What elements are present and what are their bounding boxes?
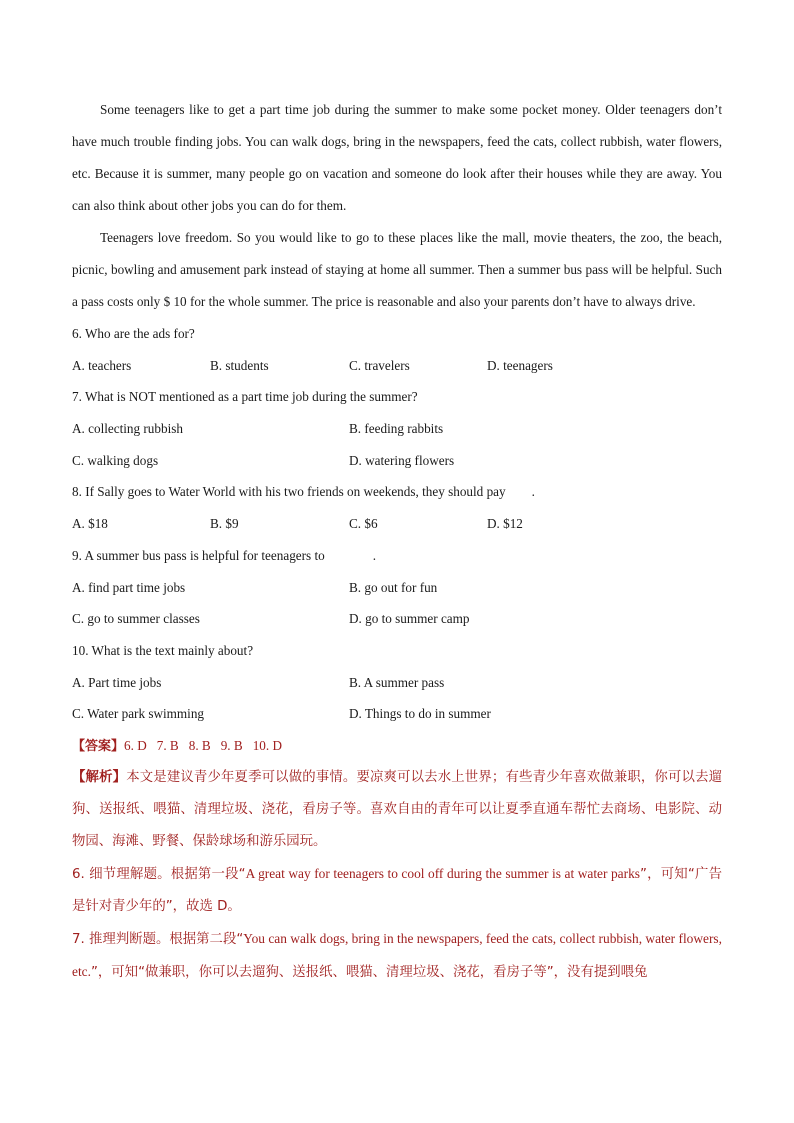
explanation-6-post: ”，可知“广告是针对青少年的”，故选 D。 — [72, 866, 722, 914]
answer-item: 9. B — [220, 737, 243, 753]
question-8-text: 8. If Sally goes to Water World with his two friends on weekends, they should pay — [72, 484, 506, 500]
question-9-options-row-2 — [72, 603, 722, 635]
question-6-stem: 6. Who are the ads for? — [72, 326, 195, 341]
passage-paragraph-1: Some teenagers like to get a part time job during the summer to make some pocket money. Older teenagers don’t have much trouble finding jobs. You can walk dogs, bring in the newspapers, feed the cats, collect rubbish, water flowers, etc. Because it is summer, many people go on vacation and someone do look after their houses while they are away. You can also think about other jobs you can do for them. — [72, 102, 722, 213]
passage-paragraph-2: Teenagers love freedom. So you would like to go to these places like the mall, movie theaters, the zoo, the beach, picnic, bowling and amusement park instead of staying at home all summer. Then a summer bus pass will be helpful. Such a pass costs only $ 10 for the whole summer. The price is reasonable and also your parents don’t have to always drive. — [72, 230, 722, 309]
question-9-option-a: A. find part time jobs — [72, 579, 186, 595]
question-8-option-d: D. $12 — [487, 516, 523, 532]
answer-item: 7. B — [156, 737, 179, 753]
explanation-6 — [72, 858, 722, 923]
content-area — [72, 94, 722, 989]
question-6-option-c: C. travelers — [349, 357, 410, 373]
question-7-options-row-2 — [72, 445, 722, 477]
question-10-stem: 10. What is the text mainly about? — [72, 642, 254, 658]
question-8-options — [72, 508, 722, 540]
explanation-7-post: ”，可知“做兼职，你可以去遛狗、送报纸、喂猫、清理垃圾、浇花，看房子等”，没有提到喂兔 — [90, 964, 648, 980]
question-9-stem — [72, 540, 722, 572]
question-6-option-d: D. teenagers — [487, 357, 553, 373]
question-10-option-c: C. Water park swimming — [72, 706, 205, 722]
explanation-7-quote: You can walk dogs, bring in the newspapers, feed the cats, collect rubbish, water flowers, etc. — [72, 930, 722, 979]
question-9-option-b: B. go out for fun — [349, 579, 438, 595]
analysis-text: 本文是建议青少年夏季可以做的事情。要凉爽可以去水上世界；有些青少年喜欢做兼职，你可以去遛狗、送报纸、喂猫、清理垃圾、浇花，看房子等。喜欢自由的青年可以让夏季直通车帮忙去商场、电影院、动物园、海滩、野餐、保龄球场和游乐园玩。 — [72, 769, 723, 849]
question-7-option-d: D. watering flowers — [349, 452, 455, 468]
question-7-options-row-1 — [72, 413, 722, 445]
question-9-options-row-1 — [72, 572, 722, 604]
analysis-paragraph — [72, 762, 722, 858]
question-9-period: . — [372, 547, 377, 563]
question-8-option-b: B. $9 — [210, 516, 239, 532]
question-8-option-c: C. $6 — [349, 516, 378, 532]
question-9-text: 9. A summer bus pass is helpful for teenagers to — [72, 547, 325, 563]
analysis-label: 【解析】 — [72, 769, 127, 785]
answer-item: 10. D — [252, 737, 282, 753]
question-8-option-a: A. $18 — [72, 516, 108, 532]
question-10-options-row-1 — [72, 667, 722, 699]
question-6-option-a: A. teachers — [72, 357, 132, 373]
question-9-option-d: D. go to summer camp — [349, 611, 470, 627]
explanation-7 — [72, 923, 722, 989]
question-7-stem: 7. What is NOT mentioned as a part time job during the summer? — [72, 389, 418, 405]
explanation-6-pre: 6. 细节理解题。根据第一段“ — [72, 866, 246, 882]
explanation-7-pre: 7. 推理判断题。根据第二段“ — [72, 931, 244, 947]
question-9-option-c: C. go to summer classes — [72, 611, 200, 627]
answer-item: 8. B — [188, 737, 211, 753]
question-8-period: . — [531, 484, 535, 500]
question-10-options-row-2 — [72, 698, 722, 730]
explanation-6-quote: A great way for teenagers to cool off during the summer is at water parks — [245, 865, 640, 881]
question-7-option-a: A. collecting rubbish — [72, 421, 183, 437]
answer-key — [72, 730, 722, 762]
answer-label: 【答案】 — [72, 738, 125, 754]
question-10-option-b: B. A summer pass — [349, 674, 445, 690]
question-8-stem — [72, 476, 722, 508]
question-10-option-d: D. Things to do in summer — [349, 706, 491, 722]
question-7-option-b: B. feeding rabbits — [349, 421, 444, 437]
answer-item: 6. D — [124, 737, 147, 753]
question-6-options — [72, 350, 722, 382]
question-7-option-c: C. walking dogs — [72, 452, 159, 468]
question-6-option-b: B. students — [210, 357, 269, 373]
question-10-option-a: A. Part time jobs — [72, 674, 162, 690]
